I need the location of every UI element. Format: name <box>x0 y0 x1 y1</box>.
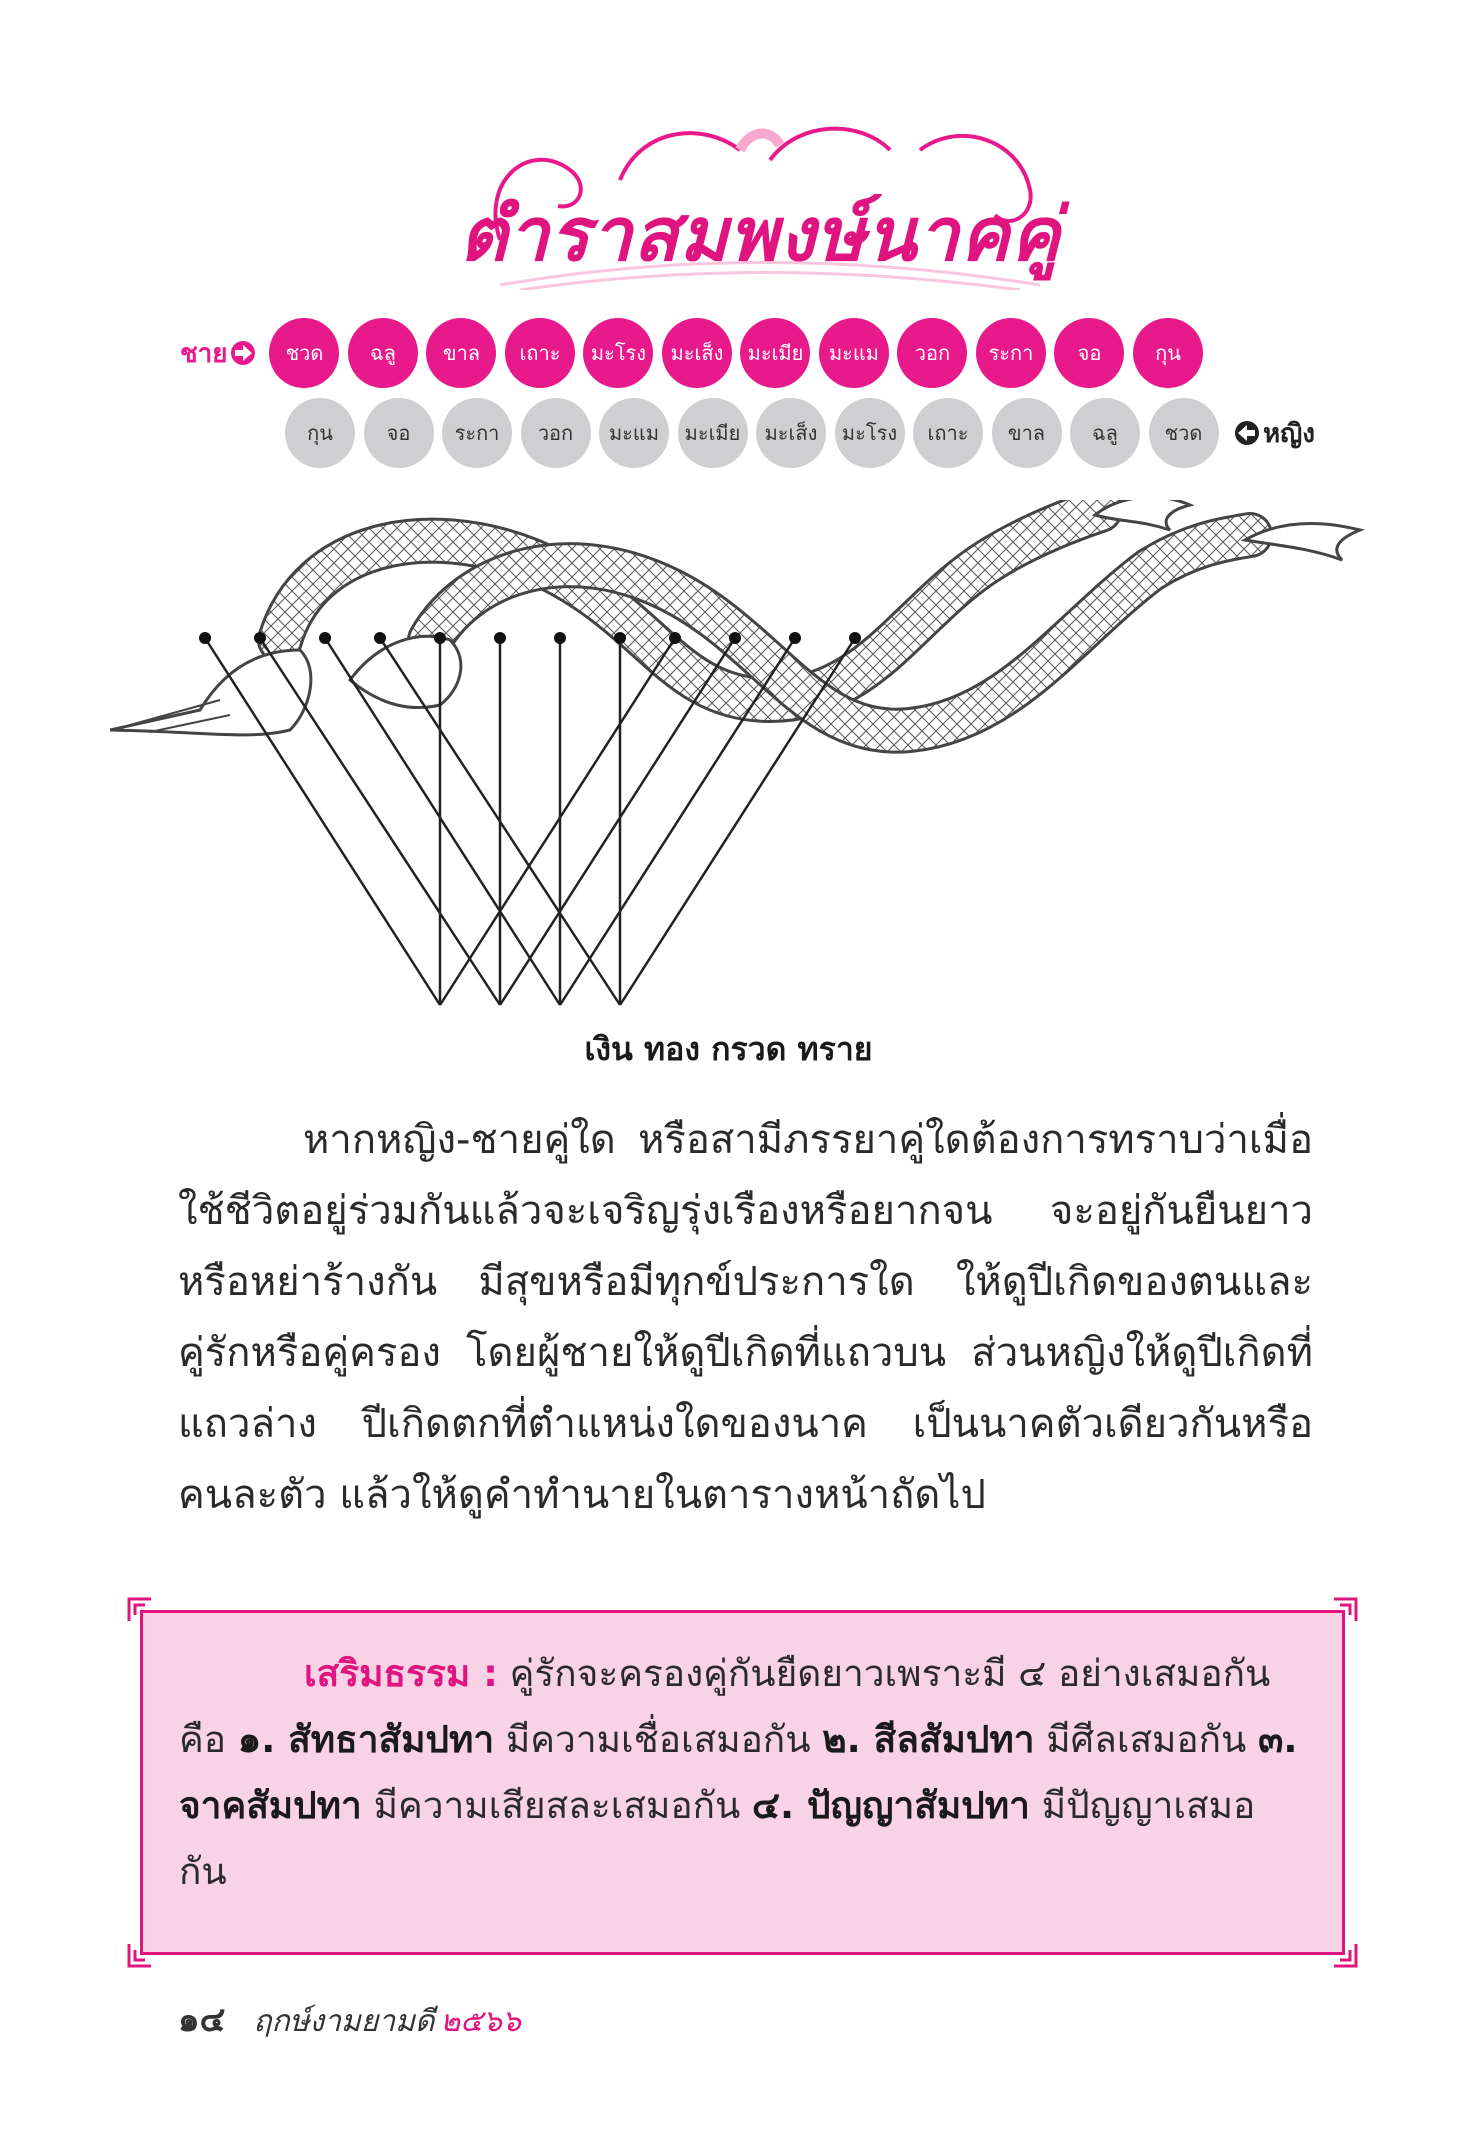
dharma-term-4: ๔. ปัญญาสัมปทา <box>752 1784 1030 1827</box>
female-year-chalu: ฉลู <box>1070 398 1140 468</box>
dharma-term-3: ๓. จาคสัมปทา <box>179 1718 1298 1827</box>
male-year-row <box>180 318 1211 388</box>
female-year-raka: ระกา <box>442 398 512 468</box>
naga-head-2 <box>350 636 461 707</box>
male-year-chalu: ฉลู <box>348 318 418 388</box>
dharma-text <box>179 1641 1299 1905</box>
female-year-chuat: ชวด <box>1149 398 1219 468</box>
diagram-caption: เงิน ทอง กรวด ทราย <box>584 1030 873 1068</box>
female-year-mamia: มะเมีย <box>678 398 748 468</box>
male-year-wok: วอก <box>897 318 967 388</box>
book-title: ฤกษ์งามยามดี <box>253 2004 435 2039</box>
female-year-wok: วอก <box>521 398 591 468</box>
naga-diagram <box>110 500 1420 1030</box>
female-year-marong: มะโรง <box>835 398 905 468</box>
male-year-kun: กุน <box>1133 318 1203 388</box>
page-footer <box>178 1992 521 2046</box>
corner-ornament-bl <box>125 1940 155 1970</box>
dharma-heading: เสริมธรรม : <box>304 1652 498 1695</box>
female-year-row <box>285 398 1315 468</box>
male-year-khan: ขาล <box>426 318 496 388</box>
male-year-mamia: มะเมีย <box>740 318 810 388</box>
dharma-desc-3: มีความเสียสละเสมอกัน <box>373 1784 741 1827</box>
male-year-raka: ระกา <box>976 318 1046 388</box>
female-year-tho: เถาะ <box>913 398 983 468</box>
dharma-desc-4: มีปัญญาเสมอกัน <box>179 1784 1256 1893</box>
female-year-cho: จอ <box>364 398 434 468</box>
arrow-right-icon <box>227 340 259 366</box>
dharma-term-2: ๒. สีลสัมปทา <box>822 1718 1035 1761</box>
female-label: หญิง <box>1263 418 1315 449</box>
paragraph-text: หากหญิง-ชายคู่ใด หรือสามีภรรยาคู่ใดต้องการทราบว่าเมื่อใช้ชีวิตอยู่ร่วมกันแล้วจะเจริญรุ่งเรืองหรือยากจน จะอยู่กันยืนยาวหรือหย่าร้างกัน มีสุขหรือมีทุกข์ประการใด ให้ดูปีเกิดของตนและคู่รักหรือคู่ครอง โดยผู้ชายให้ดูปีเกิดที่แถวบน ส่วนหญิงให้ดูปีเกิดที่แถวล่าง ปีเกิดตกที่ตำแหน่งใดของนาค เป็นนาคตัวเดียวกันหรือคนละตัว แล้วให้ดูคำทำนายในตารางหน้าถัดไป <box>178 1117 1313 1518</box>
female-label-group <box>1231 413 1315 454</box>
female-year-mamae: มะแม <box>599 398 669 468</box>
dharma-desc-1: มีความเชื่อเสมอกัน <box>505 1718 811 1761</box>
main-paragraph <box>178 1105 1313 1531</box>
dharma-desc-2: มีศีลเสมอกัน <box>1046 1718 1247 1761</box>
book-year: ๒๕๖๖ <box>440 2004 521 2039</box>
male-year-mamae: มะแม <box>819 318 889 388</box>
female-year-maseng: มะเส็ง <box>756 398 826 468</box>
corner-ornament-tl <box>125 1595 155 1625</box>
male-year-tho: เถาะ <box>505 318 575 388</box>
dharma-box <box>140 1610 1345 1955</box>
dharma-intro: คู่รักจะครองคู่กันยืดยาวเพราะมี ๔ อย่างเสมอกัน คือ <box>179 1652 1271 1761</box>
female-year-kun: กุน <box>285 398 355 468</box>
male-label: ชาย <box>180 338 228 369</box>
page-title: ตำราสมพงษ์นาคคู่ <box>459 192 1061 278</box>
title-banner <box>440 120 1080 290</box>
female-year-khan: ขาล <box>992 398 1062 468</box>
corner-ornament-tr <box>1330 1595 1360 1625</box>
page-number: ๑๔ <box>178 2000 226 2040</box>
male-year-cho: จอ <box>1054 318 1124 388</box>
male-year-maseng: มะเส็ง <box>662 318 732 388</box>
male-label-group <box>180 333 259 374</box>
male-year-chuat: ชวด <box>269 318 339 388</box>
arrow-left-icon <box>1231 420 1263 446</box>
naga-illustration <box>110 500 1420 1030</box>
corner-ornament-br <box>1330 1940 1360 1970</box>
dharma-term-1: ๑. สัทธาสัมปทา <box>237 1718 495 1761</box>
male-year-marong: มะโรง <box>583 318 653 388</box>
